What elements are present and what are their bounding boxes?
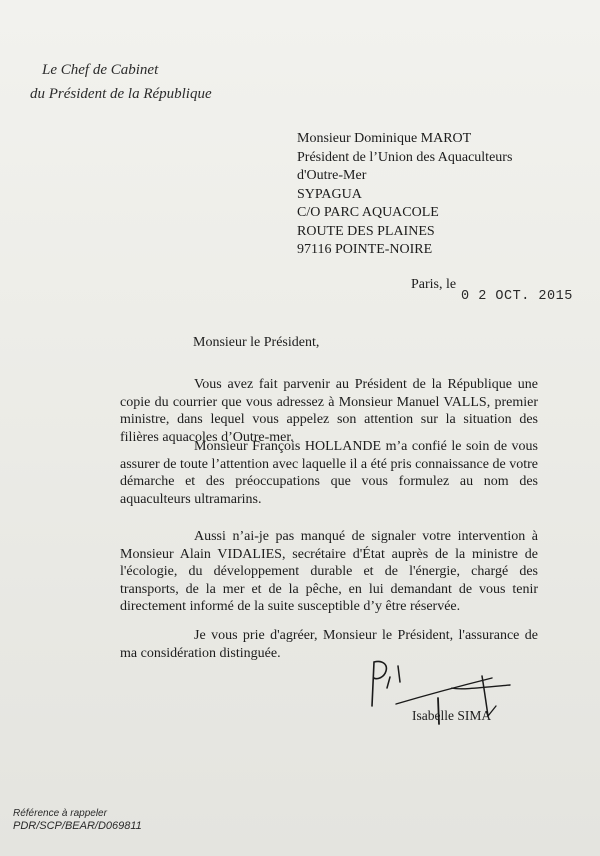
recipient-name: Monsieur Dominique MAROT xyxy=(297,131,472,146)
recipient-care-of: C/O PARC AQUACOLE xyxy=(297,205,439,220)
recipient-city: 97116 POINTE-NOIRE xyxy=(297,242,433,257)
paragraph-3-text: Aussi n’ai-je pas manqué de signaler votre intervention à Monsieur Alain VIDALIES, secrétaire d'État auprès de la ministre de l'écologie, du développement durable et de l'énergie, chargé des transports, de la mer et de la pêche, en lui demandant de vous tenir directement informé de la suite susceptible d’y être réservée. xyxy=(120,529,538,614)
reference-label: Référence à rappeler xyxy=(13,808,107,819)
recipient-title-cont: d'Outre-Mer xyxy=(297,168,367,183)
letterhead-line-2: du Président de la République xyxy=(30,86,212,102)
signer-name: Isabelle SIMA xyxy=(412,708,492,723)
recipient-organization: SYPAGUA xyxy=(297,186,362,202)
letterhead xyxy=(30,58,230,106)
paragraph-2-text: Monsieur François HOLLANDE m’a confié le soin de vous assurer de toute l’attention avec laquelle il a été pris connaissance de votre démarche et des préoccupations que vous formulez au nom des aquaculteurs ultramarins. xyxy=(120,439,538,507)
recipient-title: Président de l’Union des Aquaculteurs xyxy=(297,149,513,165)
paragraph-1 xyxy=(120,376,538,446)
recipient-address xyxy=(297,130,577,260)
paragraph-1-text: Vous avez fait parvenir au Président de la République une copie du courrier que vous adressez à Monsieur Manuel VALLS, premier ministre, dans lequel vous appelez son attention sur la situation des filières aquacoles d’Outre-mer. xyxy=(120,377,538,445)
reference-code: PDR/SCP/BEAR/D069811 xyxy=(13,820,142,832)
paragraph-3 xyxy=(120,528,538,616)
place-label: Paris, le xyxy=(411,277,457,292)
paragraph-4-text: Je vous prie d'agréer, Monsieur le Président, l'assurance de ma considération distinguée. xyxy=(120,628,538,661)
date-stamp: 0 2 OCT. 2015 xyxy=(461,289,573,304)
recipient-street: ROUTE DES PLAINES xyxy=(297,223,435,239)
salutation: Monsieur le Président, xyxy=(193,335,320,350)
letterhead-line-1: Le Chef de Cabinet xyxy=(42,62,159,78)
paragraph-2 xyxy=(120,438,538,508)
reference-block xyxy=(13,807,142,833)
